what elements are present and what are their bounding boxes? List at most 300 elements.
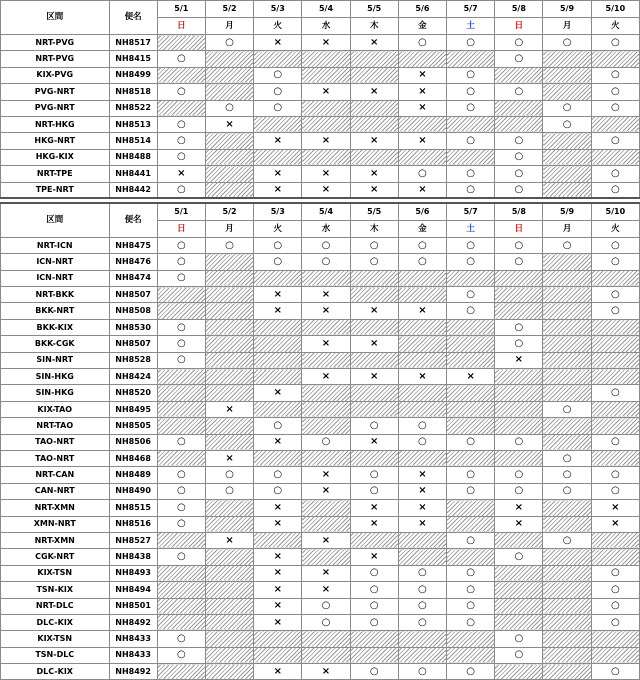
table-row [1, 166, 640, 182]
table-row [1, 287, 640, 303]
route-cell: PVG-NRT [1, 100, 110, 116]
no-service-cell [157, 100, 205, 116]
cancelled-mark: × [370, 135, 379, 147]
operating-mark: ○ [514, 85, 524, 97]
cancelled-cell [157, 166, 205, 182]
operating-mark: ○ [610, 288, 620, 300]
table-row [1, 647, 640, 663]
route-cell: NRT-BKK [1, 287, 110, 303]
flight-number-cell: NH8489 [109, 467, 157, 483]
route-cell: NRT-XMN [1, 532, 110, 548]
cancelled-mark: × [418, 135, 427, 147]
flight-number-cell: NH8468 [109, 450, 157, 466]
operating-cell [495, 133, 543, 149]
no-service-cell [495, 369, 543, 385]
no-service-cell [543, 369, 591, 385]
day-of-week-header: 月 [205, 18, 253, 35]
no-service-cell [157, 582, 205, 598]
operating-mark: ○ [562, 118, 572, 130]
operating-cell [157, 182, 205, 198]
table-row [1, 565, 640, 581]
day-of-week-header: 日 [157, 220, 205, 237]
operating-cell [591, 84, 639, 100]
operating-mark: ○ [562, 403, 572, 415]
header-date-row [1, 1, 640, 18]
route-cell: TSN-DLC [1, 647, 110, 663]
no-service-cell [543, 582, 591, 598]
table-row [1, 516, 640, 532]
no-service-cell [495, 532, 543, 548]
table-row [1, 500, 640, 516]
cancelled-cell [398, 303, 446, 319]
operating-cell [447, 532, 495, 548]
operating-cell [398, 582, 446, 598]
operating-cell [495, 647, 543, 663]
no-service-cell [495, 100, 543, 116]
no-service-cell [543, 166, 591, 182]
no-service-cell [205, 500, 253, 516]
cancelled-mark: × [225, 534, 234, 546]
cancelled-mark: × [321, 665, 331, 677]
operating-mark: ○ [418, 419, 427, 431]
cancelled-cell [350, 500, 398, 516]
table-row [1, 614, 640, 630]
no-service-cell [205, 369, 253, 385]
no-service-cell [495, 116, 543, 132]
operating-cell [591, 614, 639, 630]
operating-cell [447, 582, 495, 598]
cancelled-mark: × [418, 69, 427, 81]
cancelled-mark: × [370, 501, 379, 513]
cancelled-mark: × [321, 85, 331, 97]
route-cell: NRT-PVG [1, 51, 110, 67]
cancelled-mark: × [418, 469, 427, 481]
cancelled-mark: × [321, 485, 331, 497]
no-service-cell [157, 287, 205, 303]
no-service-cell [398, 631, 446, 647]
table-row [1, 303, 640, 319]
route-cell: CGK-NRT [1, 549, 110, 565]
flight-column-header: 便名 [109, 203, 157, 237]
cancelled-mark: × [321, 469, 331, 481]
date-header: 5/2 [205, 203, 253, 220]
cancelled-cell [254, 549, 302, 565]
flight-number-cell: NH8514 [109, 133, 157, 149]
flight-number-cell: NH8442 [109, 182, 157, 198]
route-cell: KIX-TAO [1, 401, 110, 417]
no-service-cell [591, 352, 639, 368]
table-row [1, 401, 640, 417]
flight-number-cell: NH8520 [109, 385, 157, 401]
route-cell: NRT-XMN [1, 500, 110, 516]
route-cell: BKK-KIX [1, 319, 110, 335]
day-of-week-header: 火 [254, 220, 302, 237]
route-cell: KIX-TSN [1, 565, 110, 581]
operating-mark: ○ [369, 255, 379, 267]
cancelled-mark: × [321, 288, 331, 300]
no-service-cell [205, 549, 253, 565]
cancelled-mark: × [611, 518, 620, 530]
operating-cell [157, 352, 205, 368]
cancelled-cell [350, 166, 398, 182]
operating-cell [157, 500, 205, 516]
cancelled-cell [254, 664, 302, 680]
operating-mark: ○ [176, 354, 186, 366]
flight-number-cell: NH8530 [109, 319, 157, 335]
day-of-week-header: 木 [350, 18, 398, 35]
table-row [1, 270, 640, 286]
operating-cell [447, 598, 495, 614]
operating-cell [205, 483, 253, 499]
cancelled-mark: × [321, 370, 331, 382]
no-service-cell [205, 664, 253, 680]
operating-mark: ○ [369, 583, 379, 595]
operating-mark: ○ [610, 436, 620, 448]
cancelled-cell [205, 450, 253, 466]
operating-cell [254, 67, 302, 83]
cancelled-mark: × [370, 337, 379, 349]
cancelled-mark: × [321, 567, 331, 579]
no-service-cell [302, 401, 350, 417]
no-service-cell [495, 303, 543, 319]
no-service-cell [447, 385, 495, 401]
operating-cell [398, 664, 446, 680]
no-service-cell [205, 254, 253, 270]
no-service-cell [591, 149, 639, 165]
operating-mark: ○ [273, 255, 283, 267]
operating-mark: ○ [176, 118, 186, 130]
cancelled-mark: × [273, 583, 282, 595]
cancelled-mark: × [225, 403, 234, 415]
flight-number-cell: NH8433 [109, 631, 157, 647]
operating-mark: ○ [225, 36, 234, 48]
operating-cell [302, 434, 350, 450]
no-service-cell [350, 270, 398, 286]
operating-cell [350, 467, 398, 483]
operating-mark: ○ [514, 239, 524, 251]
cancelled-cell [254, 565, 302, 581]
route-cell: ICN-NRT [1, 254, 110, 270]
no-service-cell [157, 67, 205, 83]
day-of-week-header: 月 [543, 220, 591, 237]
operating-cell [350, 614, 398, 630]
no-service-cell [205, 352, 253, 368]
no-service-cell [543, 336, 591, 352]
no-service-cell [543, 598, 591, 614]
no-service-cell [302, 516, 350, 532]
operating-cell [157, 647, 205, 663]
flight-number-cell: NH8433 [109, 647, 157, 663]
cancelled-mark: × [321, 337, 331, 349]
operating-cell [591, 434, 639, 450]
no-service-cell [205, 149, 253, 165]
operating-mark: ○ [466, 135, 475, 147]
operating-mark: ○ [369, 419, 379, 431]
operating-cell [591, 35, 639, 51]
cancelled-cell [254, 598, 302, 614]
cancelled-cell [447, 369, 495, 385]
flight-number-cell: NH8528 [109, 352, 157, 368]
operating-mark: ○ [176, 151, 186, 163]
operating-mark: ○ [610, 600, 620, 612]
operating-mark: ○ [273, 419, 283, 431]
operating-mark: ○ [273, 485, 283, 497]
operating-mark: ○ [466, 167, 475, 179]
operating-mark: ○ [418, 567, 427, 579]
cancelled-mark: × [321, 36, 331, 48]
no-service-cell [398, 532, 446, 548]
date-header: 5/5 [350, 203, 398, 220]
no-service-cell [254, 631, 302, 647]
day-of-week-header: 金 [398, 220, 446, 237]
operating-cell [398, 434, 446, 450]
cancelled-cell [302, 467, 350, 483]
no-service-cell [205, 166, 253, 182]
operating-cell [591, 166, 639, 182]
flight-number-cell: NH8507 [109, 336, 157, 352]
operating-cell [254, 237, 302, 253]
no-service-cell [205, 303, 253, 319]
operating-cell [157, 51, 205, 67]
table-row [1, 418, 640, 434]
table-row [1, 532, 640, 548]
operating-mark: ○ [610, 469, 620, 481]
cancelled-mark: × [321, 534, 331, 546]
no-service-cell [543, 270, 591, 286]
cancelled-mark: × [370, 167, 379, 179]
no-service-cell [591, 319, 639, 335]
table-row [1, 483, 640, 499]
cancelled-mark: × [177, 167, 186, 179]
flight-number-cell: NH8475 [109, 237, 157, 253]
cancelled-cell [302, 532, 350, 548]
operating-mark: ○ [176, 272, 186, 284]
no-service-cell [591, 532, 639, 548]
operating-mark: ○ [562, 534, 572, 546]
operating-mark: ○ [418, 436, 427, 448]
operating-mark: ○ [514, 632, 524, 644]
no-service-cell [254, 532, 302, 548]
route-cell: NRT-CAN [1, 467, 110, 483]
date-header: 5/4 [302, 203, 350, 220]
table-row [1, 450, 640, 466]
route-cell: HKG-NRT [1, 133, 110, 149]
cancelled-cell [254, 500, 302, 516]
no-service-cell [302, 352, 350, 368]
flight-number-cell: NH8492 [109, 614, 157, 630]
flight-number-cell: NH8527 [109, 532, 157, 548]
no-service-cell [591, 116, 639, 132]
operating-mark: ○ [176, 135, 186, 147]
no-service-cell [591, 51, 639, 67]
no-service-cell [543, 149, 591, 165]
no-service-cell [205, 582, 253, 598]
no-service-cell [495, 565, 543, 581]
operating-mark: ○ [514, 551, 524, 563]
cancelled-cell [302, 84, 350, 100]
no-service-cell [543, 287, 591, 303]
no-service-cell [398, 647, 446, 663]
route-cell: NRT-TPE [1, 166, 110, 182]
no-service-cell [157, 664, 205, 680]
no-service-cell [157, 401, 205, 417]
day-of-week-header: 水 [302, 220, 350, 237]
operating-mark: ○ [369, 469, 379, 481]
route-cell: NRT-ICN [1, 237, 110, 253]
operating-cell [591, 483, 639, 499]
operating-cell [205, 467, 253, 483]
operating-cell [543, 237, 591, 253]
operating-cell [543, 116, 591, 132]
operating-cell [302, 614, 350, 630]
operating-cell [543, 532, 591, 548]
operating-mark: ○ [225, 239, 234, 251]
operating-cell [447, 664, 495, 680]
no-service-cell [254, 270, 302, 286]
route-cell: SIN-NRT [1, 352, 110, 368]
date-header: 5/4 [302, 1, 350, 18]
no-service-cell [205, 336, 253, 352]
no-service-cell [350, 631, 398, 647]
operating-cell [205, 100, 253, 116]
no-service-cell [398, 336, 446, 352]
operating-cell [591, 582, 639, 598]
cancelled-mark: × [611, 501, 620, 513]
flight-number-cell: NH8438 [109, 549, 157, 565]
no-service-cell [447, 631, 495, 647]
flight-number-cell: NH8476 [109, 254, 157, 270]
operating-cell [495, 254, 543, 270]
no-service-cell [350, 532, 398, 548]
operating-mark: ○ [369, 239, 379, 251]
operating-mark: ○ [514, 321, 524, 333]
no-service-cell [205, 647, 253, 663]
no-service-cell [398, 450, 446, 466]
flight-number-cell: NH8494 [109, 582, 157, 598]
operating-mark: ○ [562, 36, 572, 48]
no-service-cell [543, 133, 591, 149]
operating-mark: ○ [418, 665, 427, 677]
cancelled-mark: × [273, 436, 282, 448]
operating-mark: ○ [466, 469, 475, 481]
operating-mark: ○ [321, 436, 331, 448]
no-service-cell [302, 67, 350, 83]
cancelled-mark: × [418, 518, 427, 530]
header-date-row [1, 203, 640, 220]
cancelled-mark: × [418, 305, 427, 317]
table-row [1, 336, 640, 352]
cancelled-cell [254, 133, 302, 149]
flight-number-cell: NH8517 [109, 35, 157, 51]
no-service-cell [495, 598, 543, 614]
table-row [1, 133, 640, 149]
operating-mark: ○ [369, 485, 379, 497]
cancelled-mark: × [514, 518, 524, 530]
cancelled-cell [398, 369, 446, 385]
no-service-cell [350, 401, 398, 417]
operating-cell [543, 35, 591, 51]
route-cell: KIX-PVG [1, 67, 110, 83]
operating-mark: ○ [176, 485, 186, 497]
operating-mark: ○ [369, 600, 379, 612]
no-service-cell [350, 385, 398, 401]
cancelled-mark: × [321, 183, 331, 195]
cancelled-cell [254, 166, 302, 182]
cancelled-mark: × [370, 370, 379, 382]
day-of-week-header: 金 [398, 18, 446, 35]
operating-cell [495, 149, 543, 165]
no-service-cell [495, 401, 543, 417]
no-service-cell [157, 35, 205, 51]
operating-mark: ○ [321, 600, 331, 612]
cancelled-cell [302, 35, 350, 51]
no-service-cell [398, 549, 446, 565]
date-header: 5/1 [157, 203, 205, 220]
operating-cell [447, 467, 495, 483]
date-header: 5/1 [157, 1, 205, 18]
no-service-cell [157, 418, 205, 434]
no-service-cell [543, 565, 591, 581]
route-cell: CAN-NRT [1, 483, 110, 499]
flight-number-cell: NH8513 [109, 116, 157, 132]
no-service-cell [543, 254, 591, 270]
no-service-cell [591, 549, 639, 565]
cancelled-mark: × [273, 387, 282, 399]
date-header: 5/6 [398, 203, 446, 220]
day-of-week-header: 火 [254, 18, 302, 35]
no-service-cell [350, 51, 398, 67]
date-header: 5/6 [398, 1, 446, 18]
operating-mark: ○ [610, 387, 620, 399]
no-service-cell [591, 336, 639, 352]
table-row [1, 67, 640, 83]
cancelled-cell [205, 401, 253, 417]
cancelled-mark: × [273, 288, 282, 300]
operating-cell [591, 182, 639, 198]
flight-number-cell: NH8505 [109, 418, 157, 434]
operating-mark: ○ [610, 135, 620, 147]
route-column-header: 区間 [1, 203, 110, 237]
cancelled-cell [254, 287, 302, 303]
cancelled-mark: × [370, 305, 379, 317]
operating-mark: ○ [562, 469, 572, 481]
no-service-cell [543, 67, 591, 83]
no-service-cell [495, 664, 543, 680]
operating-mark: ○ [418, 616, 427, 628]
no-service-cell [157, 565, 205, 581]
route-cell: SIN-HKG [1, 385, 110, 401]
operating-cell [495, 51, 543, 67]
operating-mark: ○ [466, 255, 475, 267]
day-of-week-header: 火 [591, 220, 639, 237]
operating-mark: ○ [466, 600, 475, 612]
operating-mark: ○ [176, 649, 186, 661]
operating-cell [157, 319, 205, 335]
table-row [1, 254, 640, 270]
no-service-cell [157, 303, 205, 319]
operating-cell [157, 467, 205, 483]
operating-mark: ○ [176, 469, 186, 481]
operating-mark: ○ [466, 534, 475, 546]
cancelled-cell [254, 582, 302, 598]
no-service-cell [398, 352, 446, 368]
no-service-cell [447, 647, 495, 663]
operating-mark: ○ [610, 183, 620, 195]
cancelled-cell [350, 133, 398, 149]
operating-mark: ○ [610, 102, 620, 114]
operating-cell [495, 467, 543, 483]
table-row [1, 549, 640, 565]
